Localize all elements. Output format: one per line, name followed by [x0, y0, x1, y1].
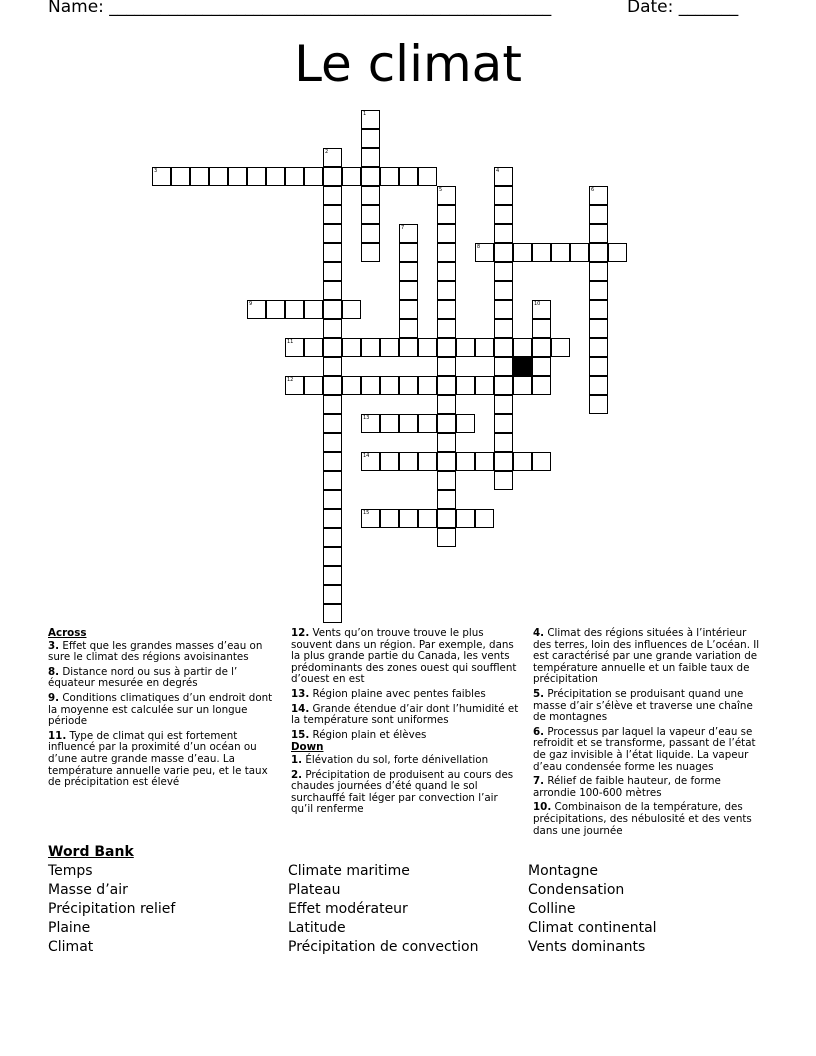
- crossword-cell[interactable]: [323, 528, 342, 547]
- crossword-cell[interactable]: [342, 338, 361, 357]
- clue-down-5: 5. Précipitation se produisant quand une masse d’air s’élève et traverse une chaîne de montagnes: [533, 687, 753, 724]
- crossword-cell[interactable]: [171, 167, 190, 186]
- crossword-cell[interactable]: [437, 452, 456, 471]
- crossword-cell[interactable]: [494, 471, 513, 490]
- crossword-cell[interactable]: [494, 414, 513, 433]
- down-heading: Down: [291, 741, 324, 754]
- word-bank-item: Climate maritime: [288, 863, 410, 879]
- crossword-cell[interactable]: [247, 167, 266, 186]
- clue-down-2: 2. Précipitation de produisent au cours des chaudes journées d’été quand le sol surchauffé fait léger par convection l’air qu’il renferme: [291, 768, 514, 816]
- crossword-cell[interactable]: [494, 338, 513, 357]
- crossword-cell[interactable]: [266, 300, 285, 319]
- crossword-cell[interactable]: [532, 357, 551, 376]
- crossword-cell[interactable]: [437, 319, 456, 338]
- crossword-cell[interactable]: [589, 376, 608, 395]
- crossword-cell[interactable]: [361, 243, 380, 262]
- crossword-cell[interactable]: [380, 509, 399, 528]
- crossword-cell[interactable]: [418, 376, 437, 395]
- crossword-cell[interactable]: [589, 338, 608, 357]
- crossword-cell[interactable]: [437, 262, 456, 281]
- crossword-cell[interactable]: [323, 452, 342, 471]
- crossword-cell[interactable]: [323, 281, 342, 300]
- crossword-cell[interactable]: [323, 300, 342, 319]
- clue-down-7: 7. Rélief de faible hauteur, de forme arrondie 100-600 mètres: [533, 775, 721, 799]
- clue-number-7: 7: [401, 225, 405, 231]
- crossword-cell[interactable]: [494, 319, 513, 338]
- crossword-cell[interactable]: [399, 452, 418, 471]
- crossword-cell[interactable]: [437, 376, 456, 395]
- clue-number-9: 9: [249, 301, 253, 307]
- clue-number-13: 13: [363, 415, 370, 421]
- crossword-cell[interactable]: [418, 452, 437, 471]
- clue-number-5: 5: [439, 187, 443, 193]
- crossword-cell[interactable]: [494, 376, 513, 395]
- word-bank-column-3: [528, 862, 763, 957]
- crossword-cell[interactable]: [228, 167, 247, 186]
- crossword-cell[interactable]: [323, 338, 342, 357]
- crossword-cell[interactable]: [532, 452, 551, 471]
- crossword-cell[interactable]: [285, 338, 304, 357]
- clue-number-14: 14: [363, 453, 370, 459]
- crossword-cell[interactable]: [285, 300, 304, 319]
- word-bank-item: Condensation: [528, 882, 625, 898]
- crossword-cell[interactable]: [323, 167, 342, 186]
- clues-column-1: [48, 628, 280, 792]
- crossword-cell[interactable]: [532, 319, 551, 338]
- crossword-cell[interactable]: [361, 338, 380, 357]
- crossword-cell[interactable]: [399, 281, 418, 300]
- clue-number-11: 11: [287, 339, 294, 345]
- crossword-cell[interactable]: [589, 243, 608, 262]
- crossword-cell[interactable]: [323, 243, 342, 262]
- crossword-cell[interactable]: [494, 281, 513, 300]
- crossword-cell[interactable]: [437, 205, 456, 224]
- crossword-cell[interactable]: [437, 528, 456, 547]
- crossword-cell[interactable]: [513, 376, 532, 395]
- crossword-cell[interactable]: [513, 243, 532, 262]
- crossword-cell[interactable]: [342, 376, 361, 395]
- word-bank-column-1: [48, 862, 283, 957]
- crossword-cell[interactable]: [437, 357, 456, 376]
- clue-number-8: 8: [477, 244, 481, 250]
- crossword-cell[interactable]: [437, 490, 456, 509]
- crossword-cell[interactable]: [361, 129, 380, 148]
- crossword-cell[interactable]: [532, 338, 551, 357]
- crossword-cell[interactable]: [589, 224, 608, 243]
- word-bank-item: Précipitation relief: [48, 901, 176, 917]
- crossword-cell[interactable]: [323, 433, 342, 452]
- crossword-cell[interactable]: [494, 262, 513, 281]
- crossword-cell[interactable]: [399, 262, 418, 281]
- crossword-cell[interactable]: [589, 262, 608, 281]
- crossword-cell[interactable]: [437, 186, 456, 205]
- crossword-cell[interactable]: [361, 167, 380, 186]
- crossword-cell[interactable]: [494, 205, 513, 224]
- crossword-cell[interactable]: [494, 452, 513, 471]
- crossword-cell[interactable]: [361, 224, 380, 243]
- crossword-cell[interactable]: [513, 338, 532, 357]
- crossword-cell[interactable]: [475, 338, 494, 357]
- crossword-cell[interactable]: [418, 414, 437, 433]
- crossword-cell[interactable]: [342, 167, 361, 186]
- crossword-cell[interactable]: [456, 452, 475, 471]
- crossword-cell[interactable]: [589, 300, 608, 319]
- crossword-cell[interactable]: [361, 376, 380, 395]
- word-bank-item: Précipitation de convection: [288, 939, 479, 955]
- crossword-cell[interactable]: [475, 452, 494, 471]
- clue-number-3: 3: [154, 168, 158, 174]
- crossword-cell[interactable]: [190, 167, 209, 186]
- crossword-cell[interactable]: [494, 167, 513, 186]
- clue-number-1: 1: [363, 111, 367, 117]
- crossword-cell[interactable]: [418, 338, 437, 357]
- clue-down-4: 4. Climat des régions situées à l’intérieur des terres, loin des influences de L’océan. Il est caractérisé par une grande variation de température annuelle et un faible taux de précipitation: [533, 627, 760, 686]
- crossword-cell[interactable]: [456, 414, 475, 433]
- crossword-cell[interactable]: [456, 509, 475, 528]
- word-bank-item: Masse d’air: [48, 882, 128, 898]
- clue-number-2: 2: [325, 149, 329, 155]
- crossword-cell[interactable]: [608, 243, 627, 262]
- crossword-cell[interactable]: [418, 509, 437, 528]
- crossword-cell[interactable]: [323, 224, 342, 243]
- crossword-cell[interactable]: [152, 167, 171, 186]
- crossword-cell[interactable]: [323, 509, 342, 528]
- crossword-cell[interactable]: [589, 186, 608, 205]
- crossword-cell[interactable]: [399, 414, 418, 433]
- crossword-cell[interactable]: [399, 338, 418, 357]
- crossword-cell[interactable]: [323, 395, 342, 414]
- crossword-cell[interactable]: [323, 376, 342, 395]
- crossword-cell[interactable]: [380, 167, 399, 186]
- crossword-cell[interactable]: [551, 243, 570, 262]
- crossword-cell[interactable]: [437, 243, 456, 262]
- clue-number-12: 12: [287, 377, 294, 383]
- crossword-cell[interactable]: [475, 243, 494, 262]
- clue-across-15: 15. Région plain et élèves: [291, 728, 427, 741]
- word-bank-item: Effet modérateur: [288, 901, 408, 917]
- crossword-cell[interactable]: [323, 604, 342, 623]
- crossword-cell[interactable]: [437, 471, 456, 490]
- crossword-cell[interactable]: [323, 414, 342, 433]
- crossword-cell[interactable]: [399, 167, 418, 186]
- clue-across-9: 9. Conditions climatiques d’un endroit dont la moyenne est calculée sur un longue période: [48, 691, 273, 728]
- name-field-label: Name: ____________________________________________________: [48, 0, 552, 17]
- crossword-cell[interactable]: [323, 319, 342, 338]
- crossword-cell[interactable]: [589, 357, 608, 376]
- black-square: [513, 357, 532, 376]
- crossword-cell[interactable]: [456, 338, 475, 357]
- clue-across-11: 11. Type de climat qui est fortement influencé par la proximité d’un océan ou d’une autre grande masse d’eau. La température annuelle varie peu, et le taux de précipitation est élevé: [48, 729, 268, 789]
- crossword-cell[interactable]: [399, 509, 418, 528]
- crossword-cell[interactable]: [304, 167, 323, 186]
- crossword-cell[interactable]: [323, 585, 342, 604]
- crossword-cell[interactable]: [342, 300, 361, 319]
- crossword-cell[interactable]: [323, 186, 342, 205]
- clue-down-6: 6. Processus par laquel la vapeur d’eau se refroidit et se transforme, passant de l’état de gaz invisible à l’état liquide. La vapeur d’eau condensée forme les nuages: [533, 725, 756, 773]
- crossword-cell[interactable]: [494, 186, 513, 205]
- crossword-cell[interactable]: [323, 148, 342, 167]
- word-bank-item: Climat: [48, 939, 94, 955]
- crossword-cell[interactable]: [437, 338, 456, 357]
- crossword-cell[interactable]: [361, 509, 380, 528]
- clues-column-3: [533, 628, 765, 840]
- crossword-cell[interactable]: [361, 186, 380, 205]
- crossword-cell[interactable]: [399, 300, 418, 319]
- crossword-cell[interactable]: [209, 167, 228, 186]
- clue-number-10: 10: [534, 301, 541, 307]
- crossword-cell[interactable]: [361, 414, 380, 433]
- clue-across-13: 13. Région plaine avec pentes faibles: [291, 687, 486, 700]
- word-bank-item: Plateau: [288, 882, 341, 898]
- clues-column-2: [291, 628, 523, 819]
- crossword-cell[interactable]: [551, 338, 570, 357]
- crossword-cell[interactable]: [589, 281, 608, 300]
- crossword-cell[interactable]: [323, 262, 342, 281]
- word-bank-item: Latitude: [288, 920, 346, 936]
- crossword-cell[interactable]: [589, 319, 608, 338]
- crossword-cell[interactable]: [380, 376, 399, 395]
- clue-across-14: 14. Grande étendue d’air dont l’humidité et la température sont uniformes: [291, 702, 519, 727]
- clue-number-6: 6: [591, 187, 595, 193]
- clue-across-12: 12. Vents qu’on trouve trouve le plus souvent dans un région. Par exemple, dans la plus grande partie du Canada, les vents prédominants des zones ouest qui soufflent d’ouest en est: [291, 627, 517, 686]
- crossword-cell[interactable]: [361, 452, 380, 471]
- crossword-cell[interactable]: [399, 376, 418, 395]
- crossword-cell[interactable]: [304, 300, 323, 319]
- word-bank-item: Climat continental: [528, 920, 657, 936]
- word-bank-column-2: [288, 862, 523, 957]
- page-title: Le climat: [294, 35, 522, 93]
- crossword-cell[interactable]: [513, 452, 532, 471]
- crossword-cell[interactable]: [304, 376, 323, 395]
- clue-down-10: 10. Combinaison de la température, des précipitations, des nébulosité et des vents dans une journée: [533, 801, 752, 837]
- crossword-cell[interactable]: [247, 300, 266, 319]
- crossword-cell[interactable]: [323, 471, 342, 490]
- clue-down-1: 1. Élévation du sol, forte dénivellation: [291, 753, 489, 766]
- crossword-cell[interactable]: [437, 224, 456, 243]
- crossword-cell[interactable]: [532, 376, 551, 395]
- crossword-cell[interactable]: [494, 433, 513, 452]
- clue-across-8: 8. Distance nord ou sus à partir de l’ équateur mesurée en degrés: [48, 665, 238, 690]
- crossword-cell[interactable]: [456, 376, 475, 395]
- crossword-cell[interactable]: [323, 566, 342, 585]
- crossword-cell[interactable]: [361, 110, 380, 129]
- crossword-cell[interactable]: [437, 281, 456, 300]
- crossword-cell[interactable]: [285, 376, 304, 395]
- crossword-cell[interactable]: [399, 319, 418, 338]
- crossword-cell[interactable]: [437, 395, 456, 414]
- crossword-cell[interactable]: [437, 414, 456, 433]
- crossword-cell[interactable]: [323, 357, 342, 376]
- crossword-cell[interactable]: [494, 395, 513, 414]
- crossword-cell[interactable]: [570, 243, 589, 262]
- crossword-cell[interactable]: [494, 243, 513, 262]
- crossword-cell[interactable]: [361, 205, 380, 224]
- crossword-cell[interactable]: [475, 509, 494, 528]
- crossword-cell[interactable]: [323, 547, 342, 566]
- crossword-cell[interactable]: [285, 167, 304, 186]
- crossword-cell[interactable]: [361, 148, 380, 167]
- crossword-cell[interactable]: [266, 167, 285, 186]
- crossword-cell[interactable]: [437, 300, 456, 319]
- word-bank-title: Word Bank: [48, 844, 134, 860]
- crossword-cell[interactable]: [380, 338, 399, 357]
- crossword-cell[interactable]: [323, 490, 342, 509]
- crossword-cell[interactable]: [494, 300, 513, 319]
- crossword-cell[interactable]: [589, 205, 608, 224]
- clue-across-3: 3. Effet que les grandes masses d’eau on sure le climat des régions avoisinantes: [48, 639, 263, 664]
- crossword-cell[interactable]: [437, 509, 456, 528]
- crossword-cell[interactable]: [380, 414, 399, 433]
- crossword-cell[interactable]: [437, 433, 456, 452]
- crossword-cell[interactable]: [532, 300, 551, 319]
- clue-number-15: 15: [363, 510, 370, 516]
- date-field-label: Date: _______: [627, 0, 739, 17]
- word-bank-item: Temps: [48, 863, 93, 879]
- word-bank-item: Vents dominants: [528, 939, 646, 955]
- clue-number-4: 4: [496, 168, 500, 174]
- crossword-cell[interactable]: [304, 338, 323, 357]
- crossword-cell[interactable]: [399, 243, 418, 262]
- across-heading: Across: [48, 627, 87, 639]
- crossword-cell[interactable]: [418, 167, 437, 186]
- crossword-cell[interactable]: [323, 205, 342, 224]
- word-bank-item: Montagne: [528, 863, 598, 879]
- crossword-cell[interactable]: [494, 357, 513, 376]
- crossword-cell[interactable]: [475, 376, 494, 395]
- word-bank-item: Plaine: [48, 920, 91, 936]
- word-bank-item: Colline: [528, 901, 576, 917]
- crossword-cell[interactable]: [589, 395, 608, 414]
- crossword-cell[interactable]: [380, 452, 399, 471]
- crossword-cell[interactable]: [532, 243, 551, 262]
- crossword-cell[interactable]: [399, 224, 418, 243]
- crossword-cell[interactable]: [494, 224, 513, 243]
